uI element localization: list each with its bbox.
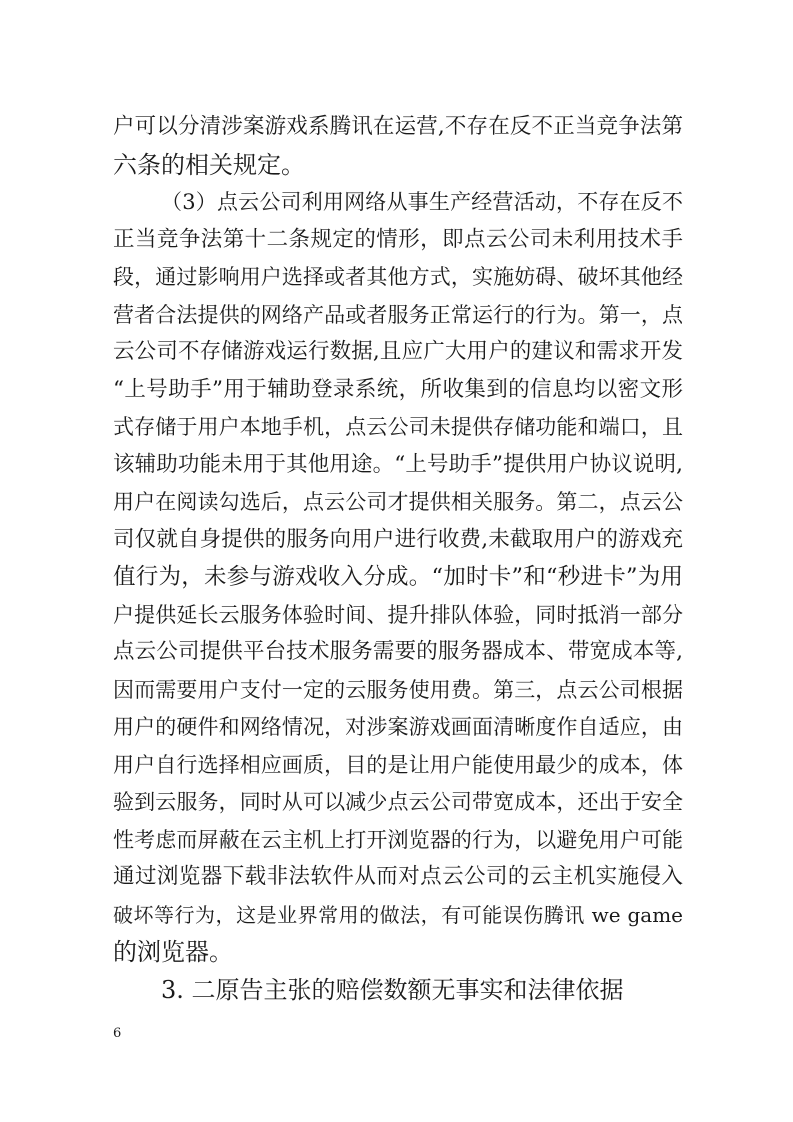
text-line: 通过浏览器下载非法软件从而对点云公司的云主机实施侵入	[113, 864, 683, 889]
text-line: 该辅助功能未用于其他用途。“上号助手”提供用户协议说明,	[113, 452, 683, 477]
text-line: （3）点云公司利用网络从事生产经营活动，不存在反不	[161, 190, 683, 214]
text-line: 用户的硬件和网络情况，对涉案游戏画面清晰度作自适应，由	[113, 715, 683, 739]
text-line: 因而需要用户支付一定的云服务使用费。第三，点云公司根据	[113, 678, 683, 702]
section-heading: 3. 二原告主张的赔偿数额无事实和法律依据	[161, 976, 624, 1004]
text-line: 段，通过影响用户选择或者其他方式，实施妨碍、破坏其他经	[113, 265, 683, 289]
text-line: 的浏览器。	[113, 938, 233, 966]
text-line: 正当竞争法第十二条规定的情形，即点云公司未利用技术手	[113, 227, 683, 252]
text-line: 点云公司提供平台技术服务需要的服务器成本、带宽成本等,	[113, 639, 683, 664]
text-line: 性考虑而屏蔽在云主机上打开浏览器的行为，以避免用户可能	[113, 828, 683, 852]
page-number: 6	[113, 1026, 122, 1041]
text-line: 云公司不存储游戏运行数据,且应广大用户的建议和需求开发	[113, 339, 683, 364]
text-line: 户提供延长云服务体验时间、提升排队体验，同时抵消一部分	[113, 603, 683, 627]
text-line: 户可以分清涉案游戏系腾讯在运营,不存在反不正当竞争法第	[113, 114, 683, 139]
text-line: 司仅就自身提供的服务向用户进行收费,未截取用户的游戏充	[113, 527, 683, 552]
text-line: “上号助手”用于辅助登录系统，所收集到的信息均以密文形	[113, 377, 683, 402]
text-line: 营者合法提供的网络产品或者服务正常运行的行为。第一，点	[113, 303, 683, 327]
text-line: 破坏等行为，这是业界常用的做法，有可能误伤腾讯 we game	[113, 903, 683, 927]
text-line: 验到云服务，同时从可以减少点云公司带宽成本，还出于安全	[113, 790, 683, 814]
text-line: 六条的相关规定。	[113, 151, 305, 179]
text-line: 用户自行选择相应画质，目的是让用户能使用最少的成本，体	[113, 753, 683, 777]
text-line: 值行为，未参与游戏收入分成。“加时卡”和“秒进卡”为用	[113, 564, 683, 590]
text-line: 式存储于用户本地手机，点云公司未提供存储功能和端口，且	[113, 415, 683, 439]
text-line: 用户在阅读勾选后，点云公司才提供相关服务。第二，点云公	[113, 490, 683, 514]
